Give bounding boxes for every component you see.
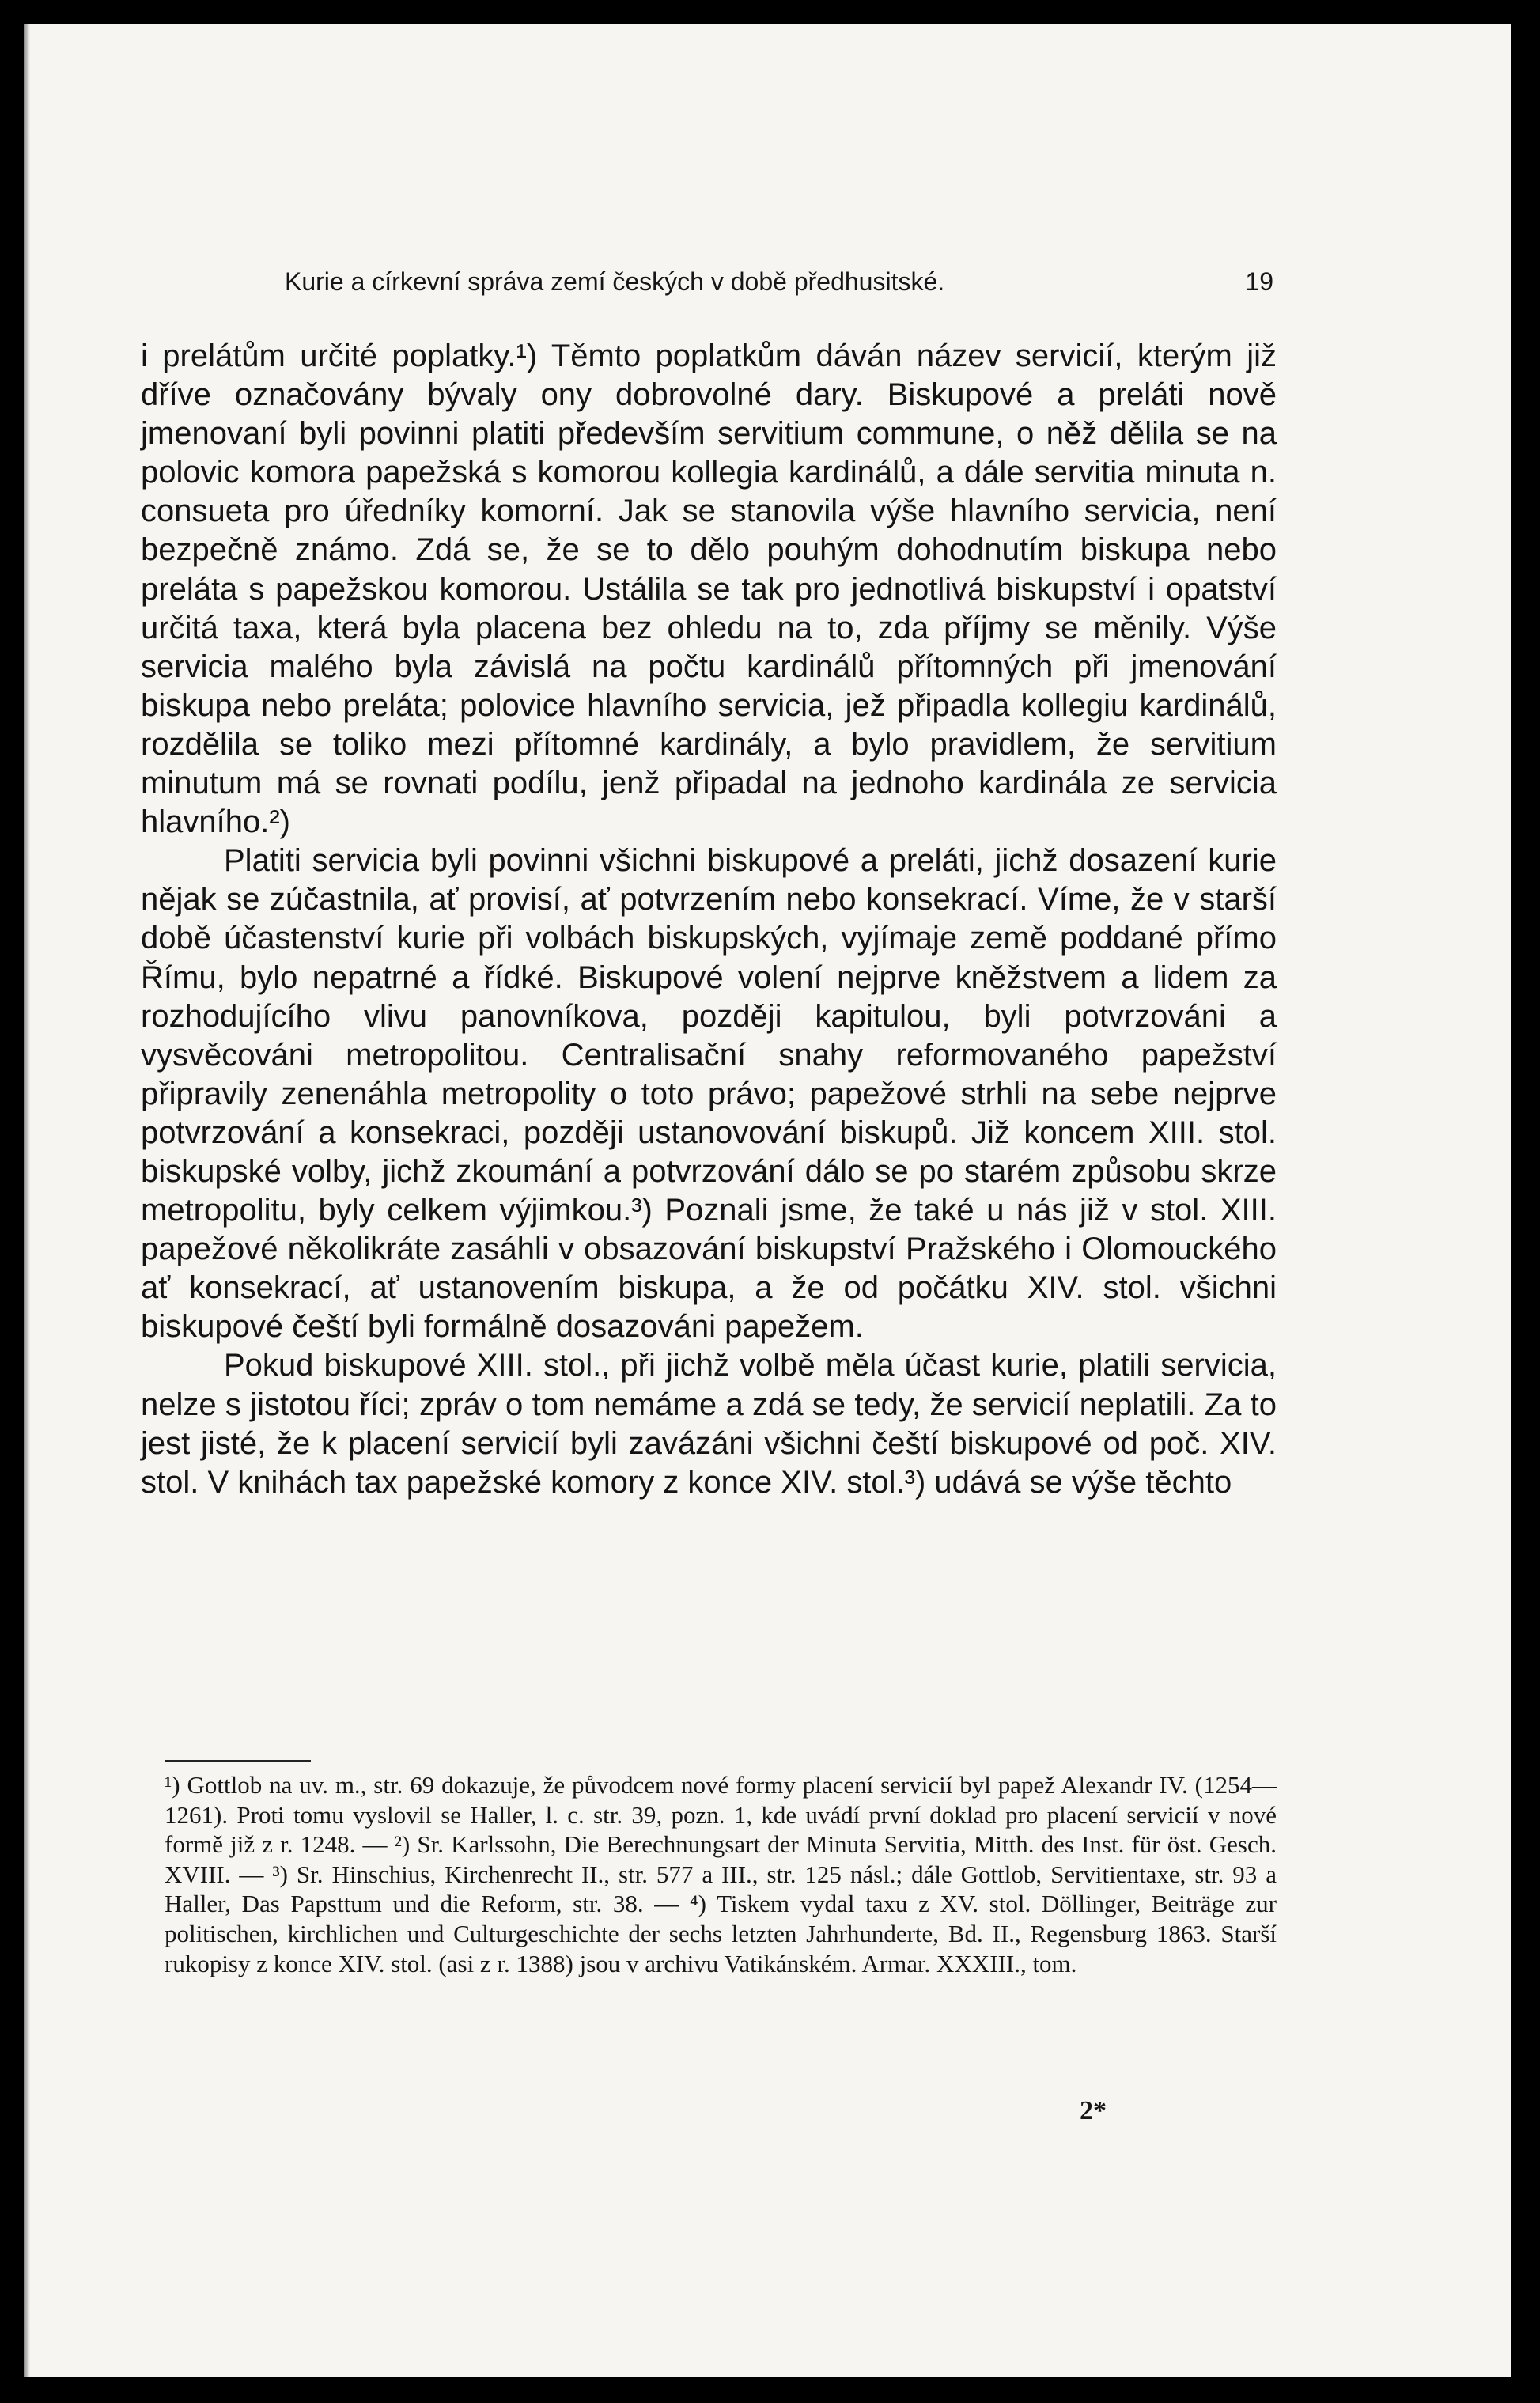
body-text: [141, 337, 1277, 1502]
footnotes: [165, 1770, 1277, 1978]
paragraph-1: i prelátům určité poplatky.¹) Těmto poplatkům dáván název servicií, kterým již dříve označovány bývaly ony dobrovolné dary. Biskupové a preláti nově jmenovaní byli povinni platiti především servitium commune, o něž dělila se na polovic komora papežská s komorou kollegia kardinálů, a dále servitia minuta n. consueta pro úředníky komorní. Jak se stanovila výše hlavního servicia, není bezpečně známo. Zdá se, že se to dělo pouhým dohodnutím biskupa nebo preláta s papežskou komorou. Ustálila se tak pro jednotlivá biskupství i opatství určitá taxa, která byla placena bez ohledu na to, zda příjmy se měnily. Výše servicia malého byla závislá na počtu kardinálů přítomných při jmenování biskupa nebo preláta; polovice hlavního servicia, jež připadla kollegiu kardinálů, rozdělila se toliko mezi přítomné kardinály, a bylo pravidlem, že servitium minutum má se rovnati podílu, jenž připadal na jednoho kardinála ze servicia hlavního.²): [141, 339, 1277, 840]
page-edge-shadow: [24, 24, 30, 2377]
page-sheet: [24, 24, 1511, 2377]
paragraph-2: Platiti servicia byli povinni všichni biskupové a preláti, jichž dosazení kurie nějak se zúčastnila, ať provisí, ať potvrzením nebo konsekrací. Víme, že v starší době účastenství kurie při volbách biskupských, vyjímaje země poddané přímo Římu, bylo nepatrné a řídké. Biskupové volení nejprve kněžstvem a lidem za rozhodujícího vlivu panovníkova, později kapitulou, byli potvrzováni a vysvěcováni metropolitou. Centralisační snahy reformovaného papežství připravily zenenáhla metropolity o toto právo; papežové strhli na sebe nejprve potvrzování a konsekraci, později ustanovování biskupů. Již koncem XIII. stol. biskupské volby, jichž zkoumání a potvrzování dálo se po starém způsobu skrze metropolitu, byly celkem výjimkou.³) Poznali jsme, že také u nás již v stol. XIII. papežové několikráte zasáhli v obsazování biskupství Pražského i Olomouckého ať konsekrací, ať ustanovením biskupa, a že od počátku XIV. stol. všichni biskupové čeští byli formálně dosazováni papežem.: [141, 843, 1277, 1345]
running-header: [269, 267, 1273, 307]
printer-signature: 2*: [1080, 2096, 1107, 2125]
running-title: Kurie a církevní správa zemí českých v době předhusitské.: [285, 267, 945, 296]
footnote-rule: [165, 1760, 311, 1762]
paragraph-3: Pokud biskupové XIII. stol., při jichž volbě měla účast kurie, platili servicia, nelze s jistotou říci; zpráv o tom nemáme a zdá se tedy, že servicií neplatili. Za to jest jisté, že k placení servicií byli zavázáni všichni čeští biskupové od poč. XIV. stol. V knihách tax papežské komory z konce XIV. stol.³) udává se výše těchto: [141, 1348, 1277, 1500]
page-number: 19: [1245, 267, 1273, 296]
footnote-text: ¹) Gottlob na uv. m., str. 69 dokazuje, že původcem nové formy placení servicií byl papež Alexandr IV. (1254—1261). Proti tomu vyslovil se Haller, l. c. str. 39, pozn. 1, kde uvádí první doklad pro placení servicií v nové formě již z r. 1248. — ²) Sr. Karlssohn, Die Berechnungsart der Minuta Servitia, Mitth. des Inst. für öst. Gesch. XVIII. — ³) Sr. Hinschius, Kirchenrecht II., str. 577 a III., str. 125 násl.; dále Gottlob, Servitientaxe, str. 93 a Haller, Das Papsttum und die Reform, str. 38. — ⁴) Tiskem vydal taxu z XV. stol. Döllinger, Beiträge zur politischen, kirchlichen und Culturgeschichte der sechs letzten Jahrhunderte, Bd. II., Regensburg 1863. Starší rukopisy z konce XIV. stol. (asi z r. 1388) jsou v archivu Vatikánském. Armar. XXXIII., tom.: [165, 1771, 1277, 1977]
